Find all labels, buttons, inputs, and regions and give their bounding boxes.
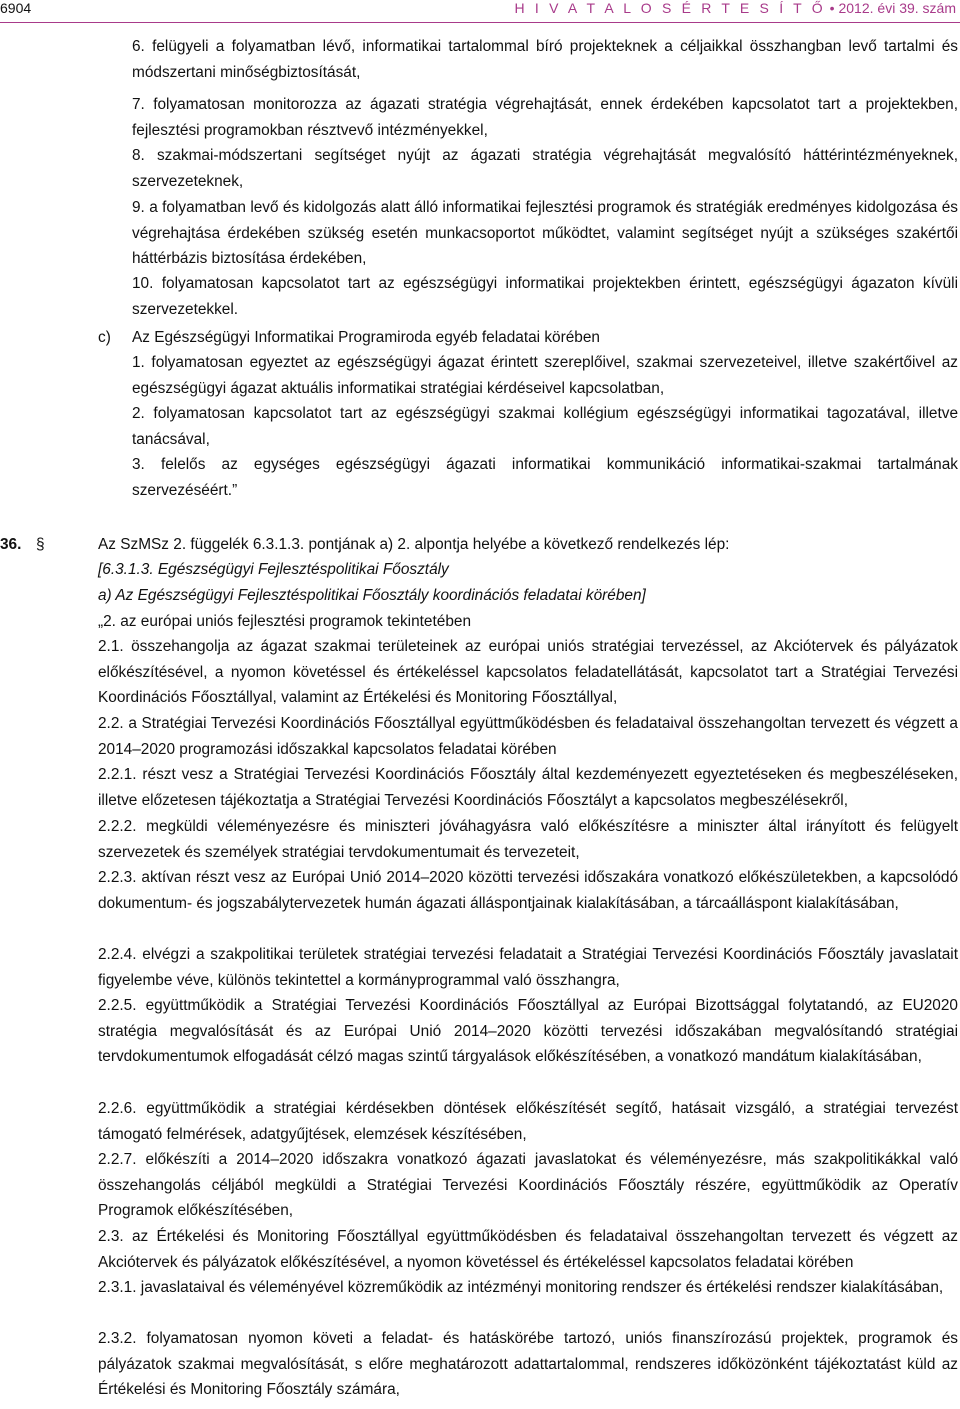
list-item-b6: 6. felügyeli a folyamatban lévő, informatikai tartalommal bíró projekteknek a céljaikkal összhangban levő tartalmi és módszertani minőségbiztosítását, — [132, 38, 958, 81]
list-item-b7: 7. folyamatosan monitorozza az ágazati stratégia végrehajtását, ennek érdekében kapcsolatot tart a projektekben, fejlesztési programokban résztvevő intézményekkel, — [132, 96, 958, 139]
provision-2-2-6: 2.2.6. együttműködik a stratégiai kérdésekben döntések előkészítését segítő, hatásait vizsgáló, a stratégiai tervezést támogató felmérések, adatgyűjtések, elemzések készítésében, — [98, 1100, 958, 1143]
list-item-b8: 8. szakmai-módszertani segítséget nyújt az ágazati stratégia végrehajtását megvalósító háttérintézményeknek, szervezeteknek, — [132, 147, 958, 190]
journal-issue: 2012. évi 39. szám — [838, 0, 956, 16]
section-number: 36. — [0, 536, 22, 553]
list-item-b9: 9. a folyamatban levő és kidolgozás alatt álló informatikai fejlesztési programok és stratégiák eredményes kidolgozása és végrehajtása érdekében szükség esetén munkacsoportot működtet, valamint segítséget nyújt a szükséges szakértői háttérbázis biztosítása érdekében, — [132, 199, 958, 267]
provision-2-2-4: 2.2.4. elvégzi a szakpolitikai területek stratégiai tervezési feladatait a Stratégiai Tervezési Koordinációs Főosztály javaslatait figyelembe véve, különös tekintettel a kormányprogrammal való összhangra, — [98, 946, 958, 989]
provision-2-2-3: 2.2.3. aktívan részt vesz az Európai Unió 2014–2020 közötti tervezési időszakára vonatkozó előkészületekben, a kapcsolódó dokumentum- és jogszabálytervezetek humán ágazati álláspontjainak kialakításában, a tárcaálláspont kialakításában, — [98, 869, 958, 912]
section-c-label: c) — [98, 329, 111, 346]
section-c-title: Az Egészségügyi Informatikai Programiroda egyéb feladatai körében — [132, 329, 600, 346]
provision-2-3: 2.3. az Értékelési és Monitoring Főosztállyal együttműködésben és feladataival összehangoltan tervezett és végzett az Akciótervek és pályázatok előkészítésével, a nyomon követéssel és értékeléssel kapcsolatos feladatai körében — [98, 1228, 958, 1271]
section-heading-1: [6.3.1.3. Egészségügyi Fejlesztéspolitikai Főosztály — [98, 561, 449, 578]
page-header — [0, 0, 960, 23]
list-item-c1: 1. folyamatosan egyeztet az egészségügyi ágazat érintett szereplőivel, szakmai szervezeteivel, illetve szakértőivel az egészségügyi ágazat aktuális informatikai stratégiai kérdéseivel kapcsolatban, — [132, 354, 958, 397]
journal-title: H I V A T A L O S É R T E S Í T Ő — [514, 0, 826, 16]
provision-2-3-1: 2.3.1. javaslataival és véleményével közreműködik az intézményi monitoring rendszer és értékelési rendszer kialakításában, — [98, 1279, 944, 1296]
journal-header: H I V A T A L O S É R T E S Í T Ő • 2012. évi 39. szám — [514, 0, 956, 16]
list-item-b10: 10. folyamatosan kapcsolatot tart az egészségügyi informatikai projektekben érintett, egészségügyi ágazaton kívüli szervezetekkel. — [132, 275, 958, 318]
section-symbol: § — [36, 536, 45, 553]
section-intro: Az SzMSz 2. függelék 6.3.1.3. pontjának a) 2. alpontja helyébe a következő rendelkezés lép: — [98, 536, 730, 553]
provision-2-1: 2.1. összehangolja az ágazat szakmai területeinek az európai uniós stratégiai tervezéssel, az Akciótervek és pályázatok előkészítésével, a nyomon követéssel és értékeléssel kapcsolatos feladatellátását, kapcsolatot tart a Stratégiai Tervezési Koordinációs Főosztállyal, valamint az Értékelési és Monitoring Főosztállyal, — [98, 638, 958, 706]
list-item-c2: 2. folyamatosan kapcsolatot tart az egészségügyi szakmai kollégium egészségügyi informatikai tagozatával, illetve tanácsával, — [132, 405, 958, 448]
provision-2-2-5: 2.2.5. együttműködik a Stratégiai Tervezési Koordinációs Főosztállyal az Európai Bizottsággal folytatandó, az EU2020 stratégia megvalósítását és az Európai Unió 2014–2020 közötti tervezési időszakában megvalósítandó stratégiai tervdokumentumok elfogadását célzó magas szintű tárgyalások előkészítésében, a vonatkozó mandátum kialakításában, — [98, 997, 958, 1065]
list-item-c3: 3. felelős az egységes egészségügyi ágazati informatikai kommunikáció informatikai-szakmai tartalmának szervezéséért.” — [132, 456, 958, 499]
provision-2-2: 2.2. a Stratégiai Tervezési Koordinációs Főosztállyal együttműködésben és feladataival összehangoltan tervezett és végzett a 2014–2020 programozási időszakkal kapcsolatos feladatai körében — [98, 715, 958, 758]
page-number: 6904 — [0, 0, 32, 16]
provision-2-2-7: 2.2.7. előkészíti a 2014–2020 időszakra vonatkozó ágazati javaslatokat és véleményezésre, más szakpolitikákkal való összehangolás céljából megküldi a Stratégiai Tervezési Koordinációs Főosztály részére, együttműködik az Operatív Programok előkészítésében, — [98, 1151, 958, 1219]
provision-2: „2. az európai uniós fejlesztési programok tekintetében — [98, 613, 472, 630]
provision-2-2-2: 2.2.2. megküldi véleményezésre és miniszteri jóváhagyásra való előkészítésre a miniszter által irányított és felügyelt szervezetek és személyek stratégiai tervdokumentumait és tervezeteit, — [98, 818, 958, 861]
section-heading-2: a) Az Egészségügyi Fejlesztéspolitikai Főosztály koordinációs feladatai körében] — [98, 587, 646, 604]
provision-2-3-2: 2.3.2. folyamatosan nyomon követi a feladat- és hatáskörébe tartozó, uniós finanszírozású projektek, programok és pályázatok szakmai megvalósítását, s előre meghatározott adattartalommal, rendszeres időközönként tájékoztatást küld az Értékelési és Monitoring Főosztály számára, — [98, 1330, 958, 1398]
provision-2-2-1: 2.2.1. részt vesz a Stratégiai Tervezési Koordinációs Főosztály által kezdeményezett egyeztetéseken és megbeszéléseken, illetve előzetesen tájékoztatja a Stratégiai Tervezési Koordinációs Főosztályt a kapcsolatos megbeszélésekről, — [98, 766, 958, 809]
